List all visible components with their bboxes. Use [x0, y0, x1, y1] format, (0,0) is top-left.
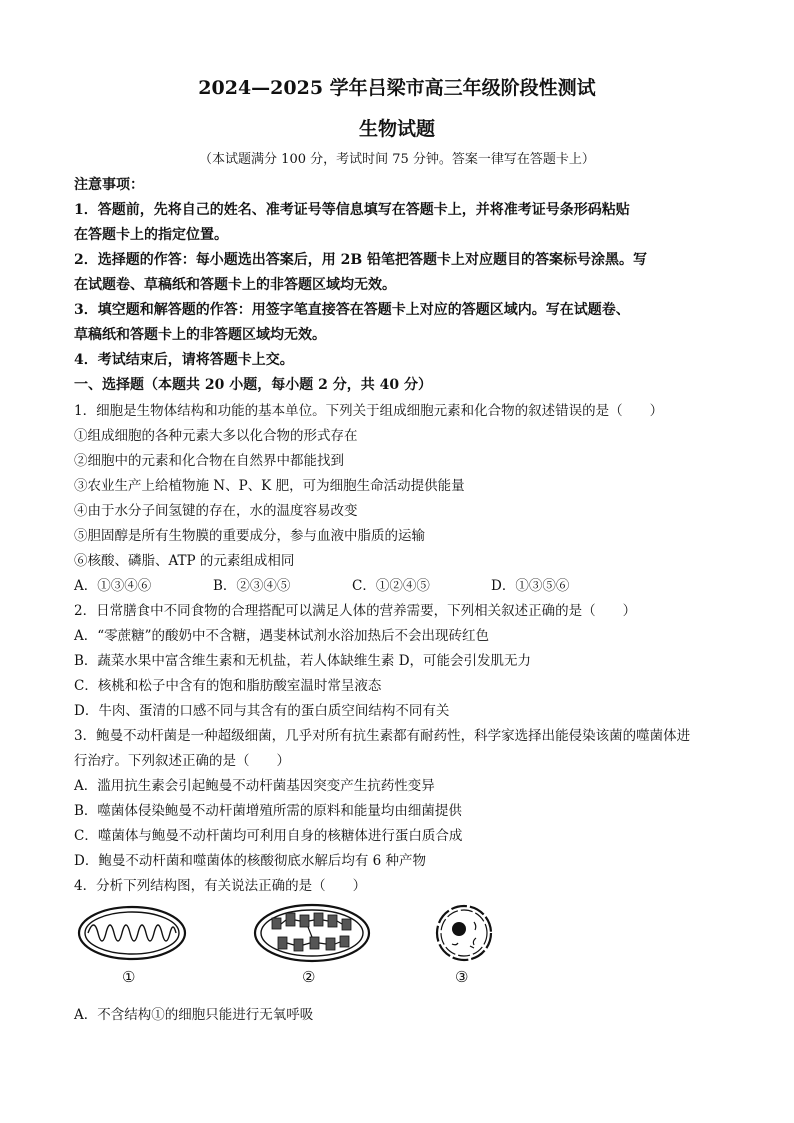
figure-label: ① — [122, 968, 136, 986]
notice-line: 在试题卷、草稿纸和答题卡上的非答题区域均无效。 — [74, 277, 396, 293]
option: C．①②④⑤ — [352, 578, 430, 594]
question-stem: 1．细胞是生物体结构和功能的基本单位。下列关于组成细胞元素和化合物的叙述错误的是（ ） — [74, 403, 664, 419]
option: D．①③⑤⑥ — [491, 578, 570, 594]
notice-heading: 注意事项： — [74, 177, 144, 193]
question-item: ⑥核酸、磷脂、ATP 的元素组成相同 — [74, 553, 295, 569]
option: C．核桃和松子中含有的饱和脂肪酸室温时常呈液态 — [74, 678, 382, 694]
option: B．蔬菜水果中富含维生素和无机盐，若人体缺维生素 D，可能会引发肌无力 — [74, 653, 532, 669]
option: B．②③④⑤ — [213, 578, 291, 594]
structure-figures — [74, 900, 594, 995]
question-stem: 2．日常膳食中不同食物的合理搭配可以满足人体的营养需要，下列相关叙述正确的是（ ） — [74, 603, 637, 619]
question-stem: 4．分析下列结构图，有关说法正确的是（ ） — [74, 878, 367, 894]
exam-info: （本试题满分 100 分，考试时间 75 分钟。答案一律写在答题卡上） — [199, 152, 595, 167]
nucleus-icon — [432, 904, 496, 962]
notice-line: 2．选择题的作答：每小题选出答案后，用 2B 铅笔把答题卡上对应题目的答案标号涂黑。写 — [74, 252, 648, 268]
question-item: ①组成细胞的各种元素大多以化合物的形式存在 — [74, 428, 358, 444]
figure-label: ③ — [455, 968, 469, 986]
notice-line: 4．考试结束后，请将答题卡上交。 — [74, 352, 294, 368]
question-item: ③农业生产上给植物施 N、P、K 肥，可为细胞生命活动提供能量 — [74, 478, 465, 494]
options-row — [74, 574, 674, 594]
notice-line: 3．填空题和解答题的作答：用签字笔直接答在答题卡上对应的答题区域内。写在试题卷、 — [74, 302, 630, 318]
option: C．噬菌体与鲍曼不动杆菌均可利用自身的核糖体进行蛋白质合成 — [74, 828, 463, 844]
figure-label: ② — [302, 968, 316, 986]
option: A．不含结构①的细胞只能进行无氧呼吸 — [74, 1007, 314, 1023]
exam-title: 2024—2025 学年吕梁市高三年级阶段性测试 — [198, 77, 596, 99]
option: A．“零蔗糖”的酸奶中不含糖，遇斐林试剂水浴加热后不会出现砖红色 — [74, 628, 490, 644]
notice-line: 草稿纸和答题卡上的非答题区域均无效。 — [74, 327, 326, 343]
option: A．①③④⑥ — [74, 578, 152, 594]
question-item: ⑤胆固醇是所有生物膜的重要成分，参与血液中脂质的运输 — [74, 528, 425, 544]
notice-line: 1．答题前，先将自己的姓名、准考证号等信息填写在答题卡上，并将准考证号条形码粘贴 — [74, 202, 630, 218]
question-stem: 3．鲍曼不动杆菌是一种超级细菌，几乎对所有抗生素都有耐药性，科学家选择出能侵染该菌的噬菌体进 — [74, 728, 691, 744]
option: D．鲍曼不动杆菌和噬菌体的核酸彻底水解后均有 6 种产物 — [74, 853, 426, 869]
question-stem: 行治疗。下列叙述正确的是（ ） — [74, 753, 290, 769]
option: A．滥用抗生素会引起鲍曼不动杆菌基因突变产生抗药性变异 — [74, 778, 435, 794]
option: B．噬菌体侵染鲍曼不动杆菌增殖所需的原料和能量均由细菌提供 — [74, 803, 462, 819]
notice-line: 在答题卡上的指定位置。 — [74, 227, 228, 243]
section-heading: 一、选择题（本题共 20 小题，每小题 2 分，共 40 分） — [74, 377, 432, 393]
question-item: ②细胞中的元素和化合物在自然界中都能找到 — [74, 453, 344, 469]
question-item: ④由于水分子间氢键的存在，水的温度容易改变 — [74, 503, 358, 519]
mitochondrion-icon — [76, 904, 188, 962]
chloroplast-icon — [252, 902, 372, 964]
option: D．牛肉、蛋清的口感不同与其含有的蛋白质空间结构不同有关 — [74, 703, 450, 719]
subject-title: 生物试题 — [358, 118, 435, 140]
